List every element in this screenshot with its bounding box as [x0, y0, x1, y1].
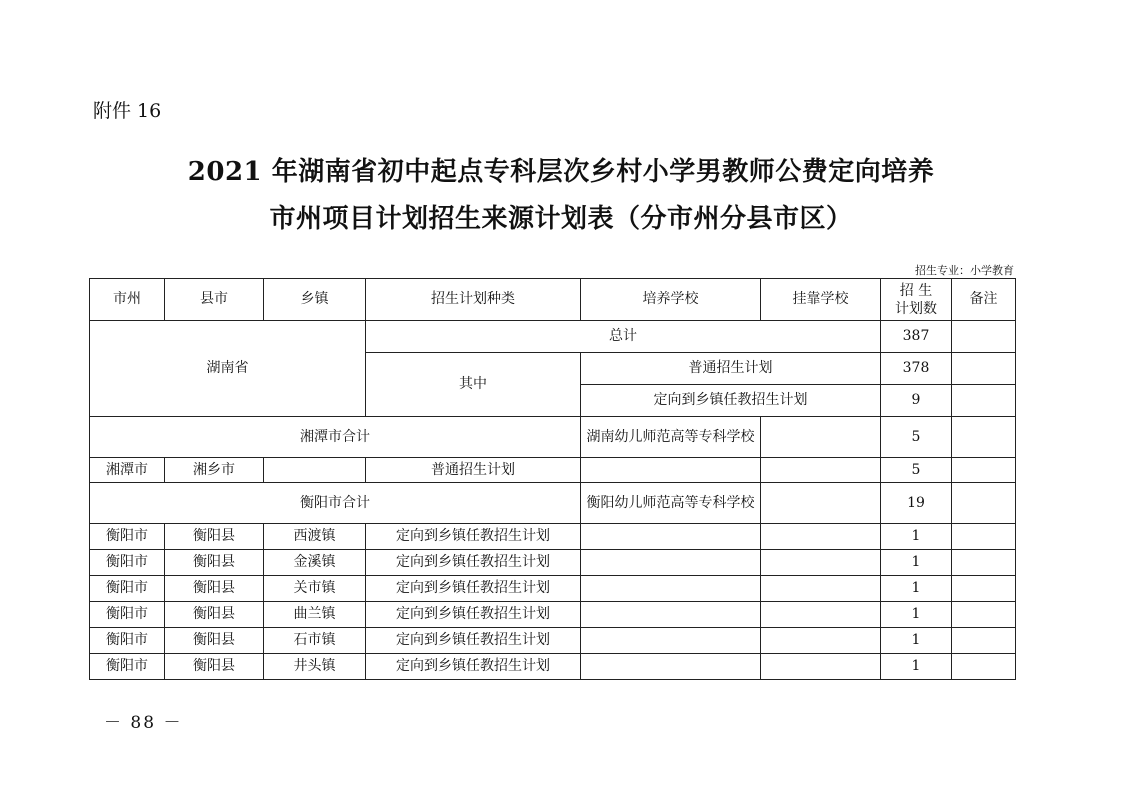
row-count: 1 [881, 524, 952, 550]
header-affiliated: 挂靠学校 [761, 279, 881, 321]
row-count: 1 [881, 628, 952, 654]
annex-label: 附件 16 [93, 100, 162, 122]
document-title-line2: 市州项目计划招生来源计划表（分市州分县市区） [269, 204, 853, 234]
row-county: 湘乡市 [165, 458, 264, 483]
row-plan: 普通招生计划 [366, 458, 581, 483]
table-row [90, 483, 1016, 524]
school-cell [581, 602, 761, 628]
row-county: 衡阳县 [165, 628, 264, 654]
table-row [90, 417, 1016, 458]
row-city: 衡阳市 [90, 628, 165, 654]
page-number: － 88 － [104, 713, 183, 733]
row-town: 西渡镇 [264, 524, 366, 550]
province-targeted: 9 [881, 385, 952, 417]
affiliated-cell [761, 628, 881, 654]
table-row [90, 654, 1016, 680]
school-cell [581, 458, 761, 483]
remark-cell [952, 524, 1016, 550]
row-count: 5 [881, 458, 952, 483]
affiliated-cell [761, 458, 881, 483]
province-general-label: 普通招生计划 [581, 353, 881, 385]
row-town [264, 458, 366, 483]
row-count: 1 [881, 654, 952, 680]
affiliated-cell [761, 654, 881, 680]
row-city: 湘潭市 [90, 458, 165, 483]
province-general: 378 [881, 353, 952, 385]
province-name: 湖南省 [90, 321, 366, 417]
table-row [90, 458, 1016, 483]
table-row [90, 602, 1016, 628]
row-county: 衡阳县 [165, 576, 264, 602]
remark-cell [952, 654, 1016, 680]
remark-cell [952, 458, 1016, 483]
hengyang-subtotal: 19 [881, 483, 952, 524]
remark-cell [952, 602, 1016, 628]
row-town: 井头镇 [264, 654, 366, 680]
province-total-label: 总计 [366, 321, 881, 353]
xiangtan-subtotal: 5 [881, 417, 952, 458]
row-count: 1 [881, 576, 952, 602]
province-of-which: 其中 [366, 353, 581, 417]
row-plan: 定向到乡镇任教招生计划 [366, 628, 581, 654]
row-city: 衡阳市 [90, 550, 165, 576]
header-town: 乡镇 [264, 279, 366, 321]
major-note: 招生专业：小学教育 [915, 264, 1014, 277]
row-county: 衡阳县 [165, 654, 264, 680]
xiangtan-subtotal-label: 湘潭市合计 [90, 417, 581, 458]
affiliated-cell [761, 576, 881, 602]
remark-cell [952, 353, 1016, 385]
row-city: 衡阳市 [90, 524, 165, 550]
header-count-line1: 招 生 [899, 282, 933, 299]
school-cell [581, 550, 761, 576]
hengyang-school: 衡阳幼儿师范高等专科学校 [581, 483, 761, 524]
affiliated-cell [761, 483, 881, 524]
header-county: 县市 [165, 279, 264, 321]
hengyang-subtotal-label: 衡阳市合计 [90, 483, 581, 524]
header-remark: 备注 [952, 279, 1016, 321]
table-row [90, 550, 1016, 576]
school-cell [581, 576, 761, 602]
school-cell [581, 628, 761, 654]
header-city: 市州 [90, 279, 165, 321]
row-county: 衡阳县 [165, 550, 264, 576]
row-city: 衡阳市 [90, 654, 165, 680]
remark-cell [952, 417, 1016, 458]
remark-cell [952, 385, 1016, 417]
header-school: 培养学校 [581, 279, 761, 321]
affiliated-cell [761, 602, 881, 628]
affiliated-cell [761, 550, 881, 576]
remark-cell [952, 550, 1016, 576]
remark-cell [952, 576, 1016, 602]
row-county: 衡阳县 [165, 602, 264, 628]
row-count: 1 [881, 550, 952, 576]
row-city: 衡阳市 [90, 602, 165, 628]
header-count-line2: 计划数 [895, 300, 937, 317]
header-row [90, 279, 1016, 321]
province-targeted-label: 定向到乡镇任教招生计划 [581, 385, 881, 417]
row-count: 1 [881, 602, 952, 628]
school-cell [581, 654, 761, 680]
row-plan: 定向到乡镇任教招生计划 [366, 576, 581, 602]
affiliated-cell [761, 524, 881, 550]
province-total: 387 [881, 321, 952, 353]
header-plan-type: 招生计划种类 [366, 279, 581, 321]
affiliated-cell [761, 417, 881, 458]
row-county: 衡阳县 [165, 524, 264, 550]
row-plan: 定向到乡镇任教招生计划 [366, 654, 581, 680]
row-city: 衡阳市 [90, 576, 165, 602]
row-plan: 定向到乡镇任教招生计划 [366, 602, 581, 628]
row-town: 关市镇 [264, 576, 366, 602]
table-row [90, 628, 1016, 654]
header-count [881, 279, 952, 321]
row-town: 石市镇 [264, 628, 366, 654]
row-town: 曲兰镇 [264, 602, 366, 628]
row-plan: 定向到乡镇任教招生计划 [366, 550, 581, 576]
remark-cell [952, 321, 1016, 353]
remark-cell [952, 628, 1016, 654]
plan-table [89, 278, 1016, 680]
school-cell [581, 524, 761, 550]
table-row [90, 321, 1016, 353]
document-title-line1: 2021 年湖南省初中起点专科层次乡村小学男教师公费定向培养 [187, 157, 935, 187]
xiangtan-school: 湖南幼儿师范高等专科学校 [581, 417, 761, 458]
table-row [90, 576, 1016, 602]
remark-cell [952, 483, 1016, 524]
row-town: 金溪镇 [264, 550, 366, 576]
row-plan: 定向到乡镇任教招生计划 [366, 524, 581, 550]
table-row [90, 524, 1016, 550]
